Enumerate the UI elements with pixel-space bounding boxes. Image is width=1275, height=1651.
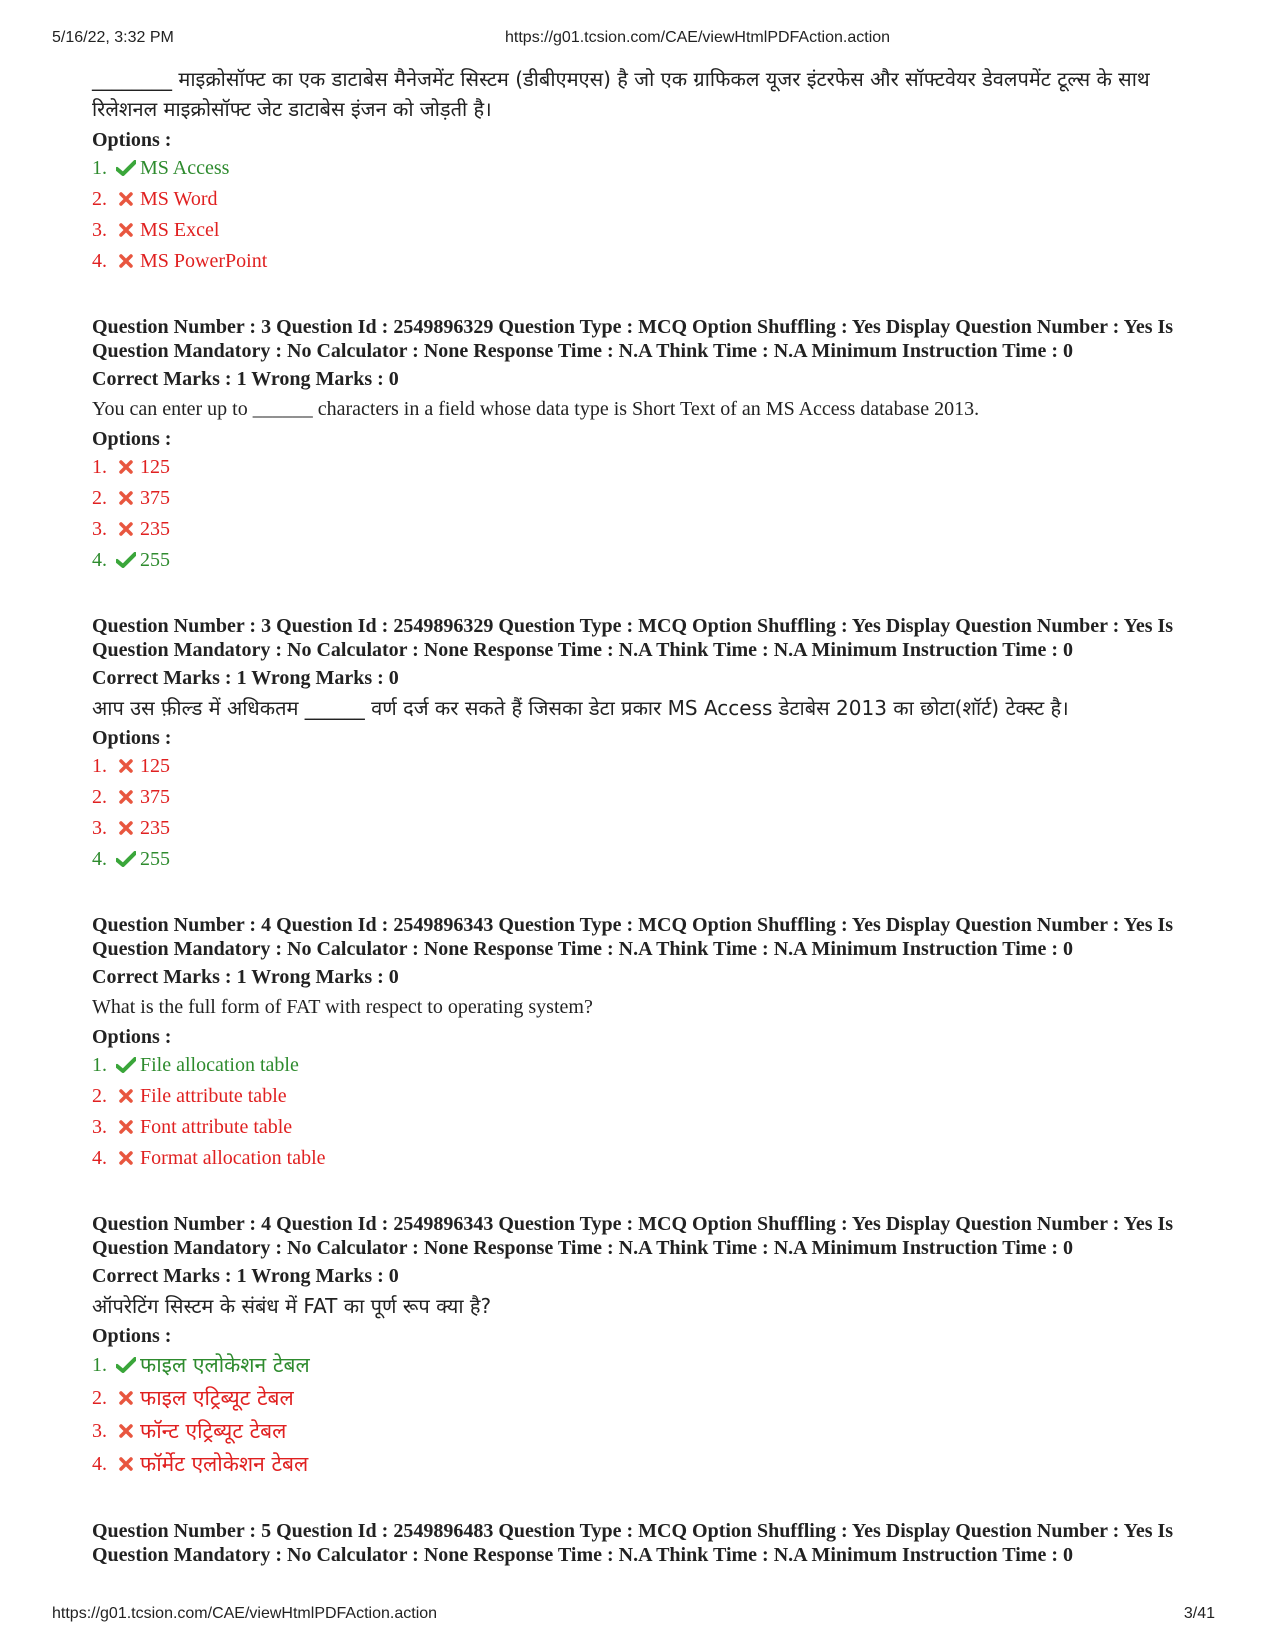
cross-icon — [114, 790, 138, 804]
question-meta: Question Number : 3 Question Id : 2549896329 Question Type : MCQ Option Shuffling : Yes Display Question Number : Yes Is Question Mandatory : No Calculator : None Response Time : N.A Think Time : N.A Minimum Instruction Time : 0 — [92, 316, 1174, 362]
question-block — [92, 1519, 1202, 1567]
option-number: 3. — [92, 817, 107, 839]
options-label: Options : — [92, 727, 172, 749]
option-number: 1. — [92, 1354, 107, 1376]
option-number: 3. — [92, 518, 107, 540]
option-number: 4. — [92, 1147, 107, 1169]
options-list — [92, 1352, 1202, 1477]
cross-icon — [114, 1391, 138, 1405]
options-label: Options : — [92, 1325, 172, 1347]
options-list — [92, 1053, 1202, 1170]
question-block — [92, 614, 1202, 871]
option-item — [92, 548, 1202, 572]
option-number: 4. — [92, 250, 107, 272]
option-text: 125 — [140, 755, 170, 777]
question-marks: Correct Marks : 1 Wrong Marks : 0 — [92, 667, 399, 689]
option-text: फाइल एलोकेशन टेबल — [140, 1353, 310, 1377]
cross-icon — [114, 759, 138, 773]
option-text: 125 — [140, 456, 170, 478]
option-text: फाइल एट्रिब्यूट टेबल — [140, 1386, 294, 1410]
question-block — [92, 913, 1202, 1170]
option-number: 4. — [92, 848, 107, 870]
print-header-url: https://g01.tcsion.com/CAE/viewHtmlPDFAction.action — [505, 29, 891, 46]
option-number: 2. — [92, 487, 107, 509]
option-text: 235 — [140, 518, 170, 540]
options-list — [92, 455, 1202, 572]
check-icon — [114, 851, 138, 867]
option-item — [92, 218, 1202, 242]
cross-icon — [114, 522, 138, 536]
option-number: 2. — [92, 1387, 107, 1409]
option-text: MS Excel — [140, 219, 220, 241]
option-number: 1. — [92, 157, 107, 179]
question-marks: Correct Marks : 1 Wrong Marks : 0 — [92, 966, 399, 988]
option-number: 1. — [92, 1054, 107, 1076]
option-number: 2. — [92, 786, 107, 808]
cross-icon — [114, 460, 138, 474]
option-item — [92, 187, 1202, 211]
question-marks: Correct Marks : 1 Wrong Marks : 0 — [92, 1265, 399, 1287]
option-item — [92, 816, 1202, 840]
cross-icon — [114, 1151, 138, 1165]
option-number: 2. — [92, 1085, 107, 1107]
print-footer-url: https://g01.tcsion.com/CAE/viewHtmlPDFAction.action — [52, 1605, 438, 1622]
cross-icon — [114, 1120, 138, 1134]
option-text: 235 — [140, 817, 170, 839]
option-item — [92, 1146, 1202, 1170]
question-meta: Question Number : 4 Question Id : 2549896343 Question Type : MCQ Option Shuffling : Yes Display Question Number : Yes Is Question Mandatory : No Calculator : None Response Time : N.A Think Time : N.A Minimum Instruction Time : 0 — [92, 914, 1174, 960]
option-text: फॉर्मेट एलोकेशन टेबल — [140, 1452, 309, 1476]
option-item — [92, 1352, 1202, 1378]
option-text: फॉन्ट एट्रिब्यूट टेबल — [140, 1419, 287, 1443]
option-item — [92, 249, 1202, 273]
option-item — [92, 517, 1202, 541]
check-icon — [114, 1357, 138, 1373]
option-item — [92, 1084, 1202, 1108]
option-item — [92, 754, 1202, 778]
option-text: MS PowerPoint — [140, 250, 268, 272]
option-item — [92, 1053, 1202, 1077]
option-item — [92, 455, 1202, 479]
question-text: ________ माइक्रोसॉफ्ट का एक डाटाबेस मैनेजमेंट सिस्टम (डीबीएमएस) है जो एक ग्राफिकल यूजर इंटरफेस और सॉफ्टवेयर डेवलपमेंट टूल्स के साथ रिलेशनल माइक्रोसॉफ्ट जेट डाटाबेस इंजन को जोड़ती है। — [92, 67, 1150, 121]
cross-icon — [114, 254, 138, 268]
option-text: MS Word — [140, 188, 218, 210]
options-list — [92, 754, 1202, 871]
option-text: MS Access — [140, 157, 230, 179]
option-text: File allocation table — [140, 1054, 299, 1076]
option-text: 255 — [140, 848, 170, 870]
question-block — [92, 1212, 1202, 1477]
option-number: 3. — [92, 1420, 107, 1442]
option-item — [92, 1115, 1202, 1139]
cross-icon — [114, 223, 138, 237]
option-item — [92, 1451, 1202, 1477]
question-text: आप उस फ़ील्ड में अधिकतम ______ वर्ण दर्ज कर सकते हैं जिसका डेटा प्रकार MS Access डेटाबेस 2013 का छोटा(शॉर्ट) टेक्स्ट है। — [92, 696, 1069, 720]
options-label: Options : — [92, 129, 172, 151]
intro-question — [92, 64, 1202, 273]
option-number: 2. — [92, 188, 107, 210]
cross-icon — [114, 1424, 138, 1438]
question-text: What is the full form of FAT with respect to operating system? — [92, 996, 593, 1018]
option-item — [92, 1385, 1202, 1411]
option-text: File attribute table — [140, 1085, 287, 1107]
question-meta: Question Number : 4 Question Id : 2549896343 Question Type : MCQ Option Shuffling : Yes Display Question Number : Yes Is Question Mandatory : No Calculator : None Response Time : N.A Think Time : N.A Minimum Instruction Time : 0 — [92, 1213, 1174, 1259]
option-number: 3. — [92, 1116, 107, 1138]
option-text: 375 — [140, 786, 170, 808]
cross-icon — [114, 491, 138, 505]
option-item — [92, 486, 1202, 510]
check-icon — [114, 1057, 138, 1073]
question-text: ऑपरेटिंग सिस्टम के संबंध में FAT का पूर्ण रूप क्या है? — [92, 1294, 492, 1318]
option-item — [92, 785, 1202, 809]
option-text: 375 — [140, 487, 170, 509]
option-text: Format allocation table — [140, 1147, 326, 1169]
options-list — [92, 156, 1202, 273]
cross-icon — [114, 1457, 138, 1471]
question-text: You can enter up to ______ characters in a field whose data type is Short Text of an MS Access database 2013. — [92, 398, 980, 420]
print-datetime: 5/16/22, 3:32 PM — [52, 29, 174, 46]
option-number: 1. — [92, 755, 107, 777]
options-label: Options : — [92, 1026, 172, 1048]
cross-icon — [114, 192, 138, 206]
option-number: 4. — [92, 1453, 107, 1475]
cross-icon — [114, 1089, 138, 1103]
check-icon — [114, 552, 138, 568]
page-number: 3/41 — [1183, 1605, 1215, 1622]
cross-icon — [114, 821, 138, 835]
question-marks: Correct Marks : 1 Wrong Marks : 0 — [92, 368, 399, 390]
options-label: Options : — [92, 428, 172, 450]
option-item — [92, 847, 1202, 871]
question-meta: Question Number : 5 Question Id : 2549896483 Question Type : MCQ Option Shuffling : Yes Display Question Number : Yes Is Question Mandatory : No Calculator : None Response Time : N.A Think Time : N.A Minimum Instruction Time : 0 — [92, 1520, 1174, 1566]
question-block — [92, 315, 1202, 572]
option-item — [92, 1418, 1202, 1444]
option-number: 3. — [92, 219, 107, 241]
option-text: 255 — [140, 549, 170, 571]
page-content — [92, 64, 1202, 1567]
option-number: 1. — [92, 456, 107, 478]
option-item — [92, 156, 1202, 180]
check-icon — [114, 160, 138, 176]
option-text: Font attribute table — [140, 1116, 293, 1138]
option-number: 4. — [92, 549, 107, 571]
question-meta: Question Number : 3 Question Id : 2549896329 Question Type : MCQ Option Shuffling : Yes Display Question Number : Yes Is Question Mandatory : No Calculator : None Response Time : N.A Think Time : N.A Minimum Instruction Time : 0 — [92, 615, 1174, 661]
